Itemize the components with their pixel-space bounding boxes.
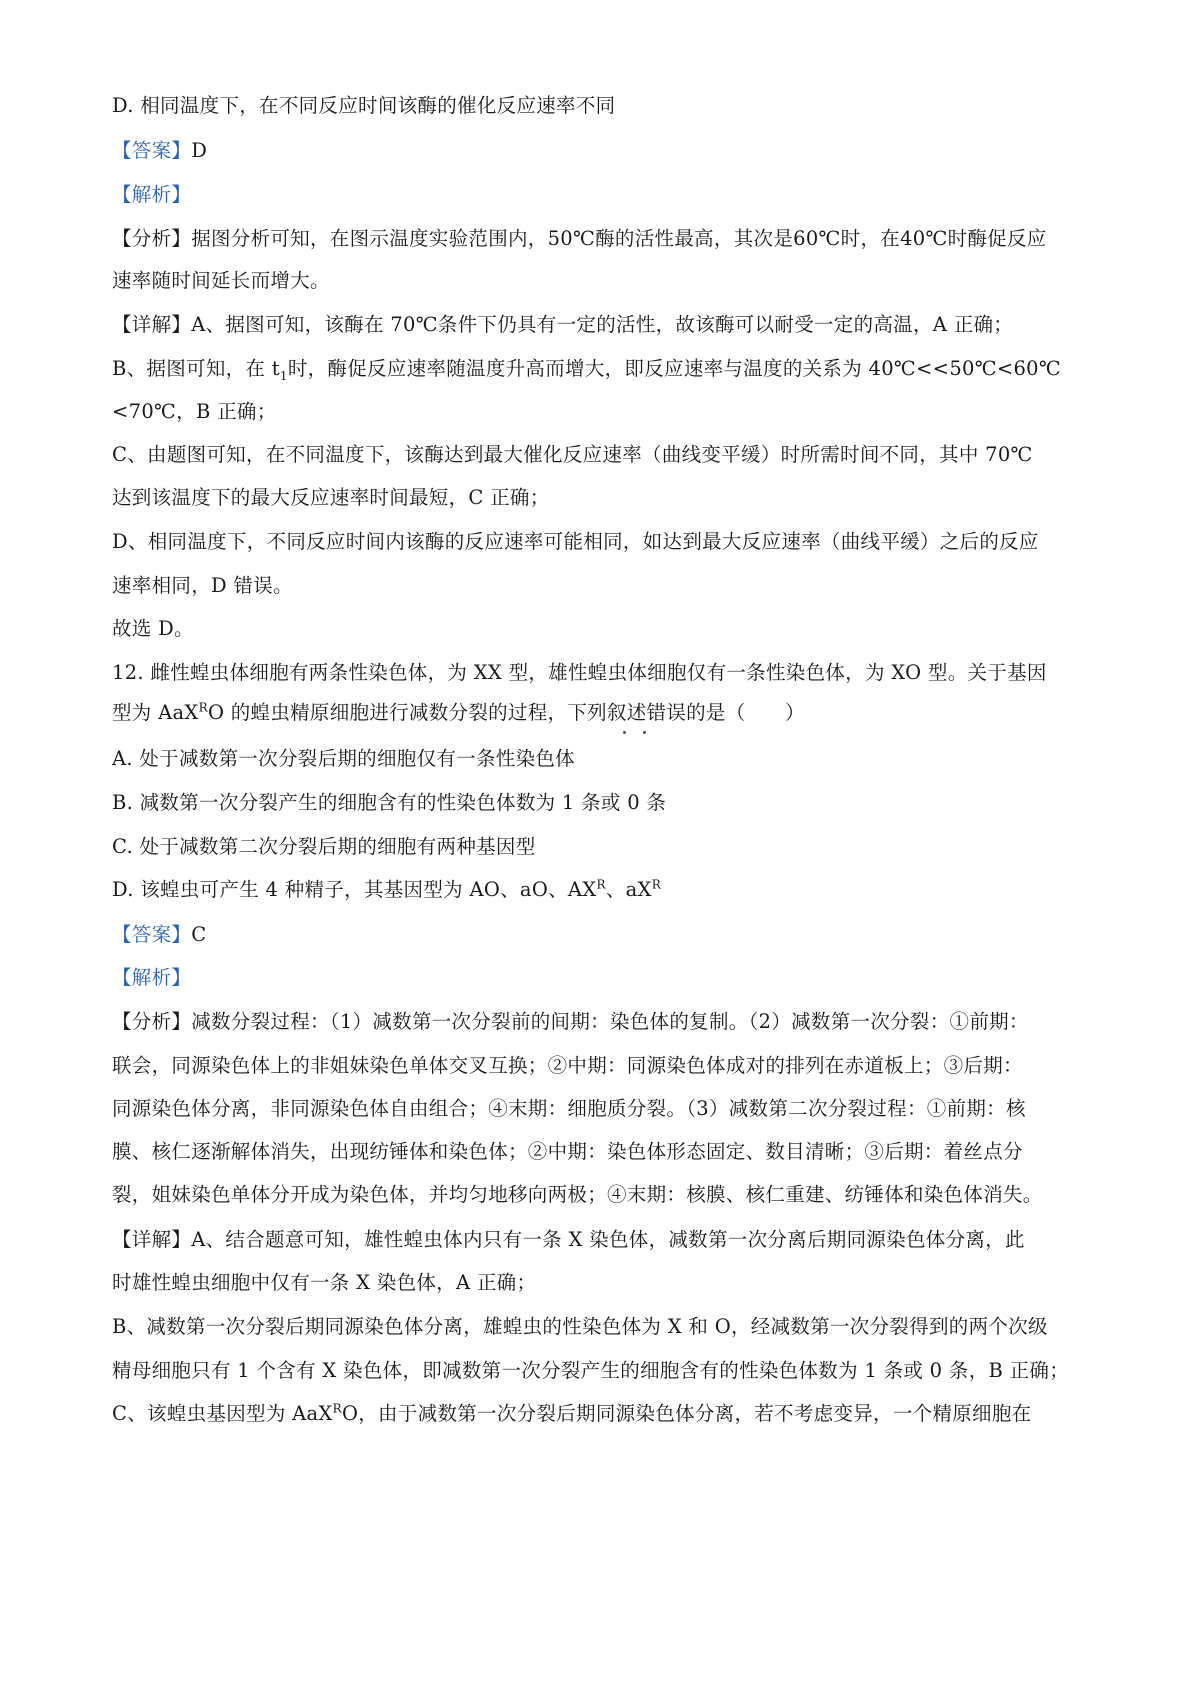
q12-option-a: A. 处于减数第一次分裂后期的细胞仅有一条性染色体: [112, 747, 575, 770]
xiangjie-b-post: 时，酶促反应速率随温度升高而增大，即反应速率与温度的关系为 40℃<<50℃<60℃: [287, 357, 1062, 380]
fenxi-tag: 【分析】: [112, 1010, 192, 1033]
q12-fenxi-4: 膜、核仁逐渐解体消失，出现纺锤体和染色体；②中期：染色体形态固定、数目清晰；③后期：着丝点分: [112, 1140, 1023, 1163]
jiexi-tag: 【解析】: [112, 966, 192, 989]
jiexi-tag: 【解析】: [112, 183, 192, 206]
q12-option-d-sup-1: R: [596, 877, 606, 892]
q12-stem-1: 12. 雌性蝗虫体细胞有两条性染色体，为 XX 型，雄性蝗虫体细胞仅有一条性染色体，为 XO 型。关于基因: [112, 661, 1047, 684]
answer-tag: 【答案】: [112, 139, 192, 162]
prev-jiexi-line: [112, 181, 191, 209]
q12-xiangjie-b-2: 精母细胞只有 1 个含有 X 染色体，即减数第一次分裂产生的细胞含有的性染色体数为 1 条或 0 条，B 正确；: [112, 1359, 1070, 1382]
prev-conclusion: 故选 D。: [112, 617, 194, 640]
q12-fenxi-2: 联会，同源染色体上的非姐妹染色单体交叉互换；②中期：同源染色体成对的排列在赤道板上；③后期：: [112, 1054, 1023, 1077]
q12-option-c: C. 处于减数第二次分裂后期的细胞有两种基因型: [112, 835, 536, 858]
q12-option-b: B. 减数第一次分裂产生的细胞含有的性染色体数为 1 条或 0 条: [112, 791, 667, 814]
xiangjie-a-text: A、结合题意可知，雄性蝗虫体内只有一条 X 染色体，减数第一次分离后期同源染色体分离，此: [191, 1228, 1025, 1251]
prev-xiangjie-c-2: 达到该温度下的最大反应速率时间最短，C 正确；: [112, 486, 550, 509]
q12-fenxi-1: [112, 1008, 1029, 1036]
q12-xiangjie-c-pre: C、该蝗虫基因型为 AaX: [112, 1402, 333, 1425]
q12-xiangjie-c-1: [112, 1400, 1031, 1428]
fenxi-text: 据图分析可知，在图示温度实验范围内，50℃酶的活性最高，其次是60℃时，在40℃时酶促反应: [191, 227, 1047, 250]
q12-xiangjie-c-sup: R: [332, 1401, 342, 1416]
q12-answer-line: [112, 921, 206, 949]
xiangjie-b-pre: B、据图可知，在 t: [112, 357, 280, 380]
q12-jiexi-line: [112, 964, 191, 992]
xiangjie-tag: 【详解】: [112, 1228, 192, 1251]
prev-xiangjie-c-1: C、由题图可知，在不同温度下，该酶达到最大催化反应速率（曲线变平缓）时所需时间不同，其中 70℃: [112, 443, 1033, 466]
q12-option-d-pre: D. 该蝗虫可产生 4 种精子，其基因型为 AO、aO、AX: [112, 878, 597, 901]
fenxi-text: 减数分裂过程：（1）减数第一次分裂前的间期：染色体的复制。（2）减数第一次分裂：①前期：: [191, 1010, 1029, 1033]
q12-xiangjie-c-post: O，由于减数第一次分裂后期同源染色体分离，若不考虑变异，一个精原细胞在: [341, 1402, 1032, 1425]
xiangjie-tag: 【详解】: [112, 313, 192, 336]
fenxi-tag: 【分析】: [112, 227, 192, 250]
prev-xiangjie-d-2: 速率相同，D 错误。: [112, 574, 293, 597]
q12-xiangjie-a-1: [112, 1226, 1025, 1254]
prev-fenxi-line-2: 速率随时间延长而增大。: [112, 269, 330, 292]
prev-fenxi-line-1: [112, 225, 1047, 253]
answer-value: C: [191, 923, 207, 946]
prev-option-d: D. 相同温度下，在不同反应时间该酶的催化反应速率不同: [112, 94, 616, 117]
q12-stem-2-post: O 的蝗虫精原细胞进行减数分裂的过程，下列叙述错误的是（ ）: [207, 701, 805, 724]
q12-fenxi-5: 裂，姐妹染色单体分开成为染色体，并均匀地移向两极；④末期：核膜、核仁重建、纺锤体和染色体消失。: [112, 1183, 1043, 1206]
q12-option-d: [112, 876, 661, 904]
emphasis-dot: [643, 731, 646, 734]
q12-stem-2: [112, 699, 805, 727]
answer-tag: 【答案】: [112, 923, 192, 946]
q12-xiangjie-a-2: 时雄性蝗虫细胞中仅有一条 X 染色体，A 正确；: [112, 1271, 537, 1294]
q12-stem-2-pre: 型为 AaX: [112, 701, 199, 724]
emphasis-dot: [623, 731, 626, 734]
prev-xiangjie-b-1: [112, 355, 1061, 383]
answer-value: D: [191, 139, 208, 162]
q12-stem-superscript: R: [198, 700, 208, 715]
prev-answer-line: [112, 137, 207, 165]
prev-xiangjie-a: [112, 311, 1013, 339]
prev-xiangjie-b-2: <70℃，B 正确；: [112, 400, 277, 423]
q12-fenxi-3: 同源染色体分离，非同源染色体自由组合；④末期：细胞质分裂。（3）减数第二次分裂过程：①前期：核: [112, 1097, 1026, 1120]
t-subscript: 1: [279, 368, 288, 383]
q12-option-d-mid: 、aX: [605, 878, 652, 901]
xiangjie-a-text: A、据图可知，该酶在 70℃条件下仍具有一定的活性，故该酶可以耐受一定的高温，A 正确；: [191, 313, 1014, 336]
prev-xiangjie-d-1: D、相同温度下，不同反应时间内该酶的反应速率可能相同，如达到最大反应速率（曲线平缓）之后的反应: [112, 530, 1039, 553]
q12-xiangjie-b-1: B、减数第一次分裂后期同源染色体分离，雄蝗虫的性染色体为 X 和 O，经减数第一次分裂得到的两个次级: [112, 1315, 1048, 1338]
q12-option-d-sup-2: R: [651, 877, 662, 892]
